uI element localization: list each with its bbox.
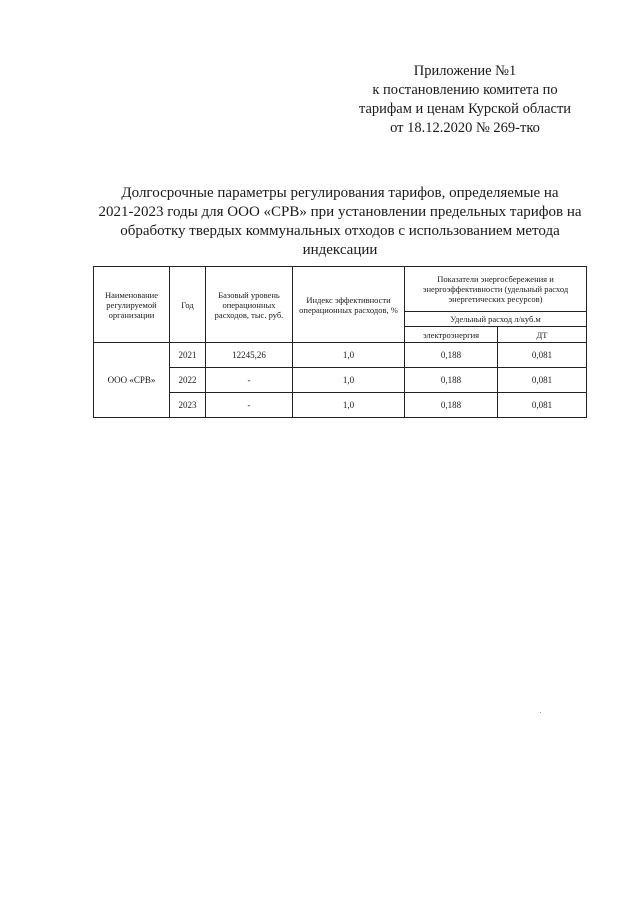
title-line: обработку твердых коммунальных отходов с использованием метода	[120, 223, 560, 239]
dt-cell: 0,081	[498, 368, 587, 393]
org-name-cell: ООО «СРВ»	[94, 343, 170, 418]
electricity-cell: 0,188	[405, 343, 498, 368]
electricity-cell: 0,188	[405, 393, 498, 418]
header-energy: Показатели энергосбережения и энергоэффективности (удельный расход энергетических ресурсов)	[405, 267, 587, 312]
header-year: Год	[170, 267, 206, 343]
year-cell: 2023	[170, 393, 206, 418]
index-cell: 1,0	[293, 393, 405, 418]
parameters-table	[93, 266, 587, 418]
document-title	[80, 184, 600, 260]
title-line: 2021-2023 годы для ООО «СРВ» при установлении предельных тарифов на	[98, 204, 582, 220]
header-index: Индекс эффективности операционных расходов, %	[293, 267, 405, 343]
appendix-line: от 18.12.2020 № 269-тко	[390, 120, 540, 136]
appendix-line: тарифам и ценам Курской области	[358, 101, 572, 117]
base-cell: -	[206, 368, 293, 393]
header-dt: ДТ	[498, 327, 587, 343]
year-cell: 2021	[170, 343, 206, 368]
title-line: Долгосрочные параметры регулирования тарифов, определяемые на	[121, 185, 559, 201]
title-line: индексации	[302, 242, 378, 258]
electricity-cell: 0,188	[405, 368, 498, 393]
header-electricity: электроэнергия	[405, 327, 498, 343]
header-base: Базовый уровень операционных расходов, тыс. руб.	[206, 267, 293, 343]
table-row	[94, 343, 587, 368]
appendix-line: к постановлению комитета по	[372, 82, 558, 98]
year-cell: 2022	[170, 368, 206, 393]
index-cell: 1,0	[293, 368, 405, 393]
dt-cell: 0,081	[498, 393, 587, 418]
header-org: Наименование регулируемой организации	[94, 267, 170, 343]
appendix-header	[345, 62, 585, 138]
index-cell: 1,0	[293, 343, 405, 368]
base-cell: -	[206, 393, 293, 418]
scan-speck	[540, 712, 541, 713]
dt-cell: 0,081	[498, 343, 587, 368]
header-unit: Удельный расход л/куб.м	[405, 312, 587, 327]
base-cell: 12245,26	[206, 343, 293, 368]
appendix-line: Приложение №1	[413, 63, 517, 79]
